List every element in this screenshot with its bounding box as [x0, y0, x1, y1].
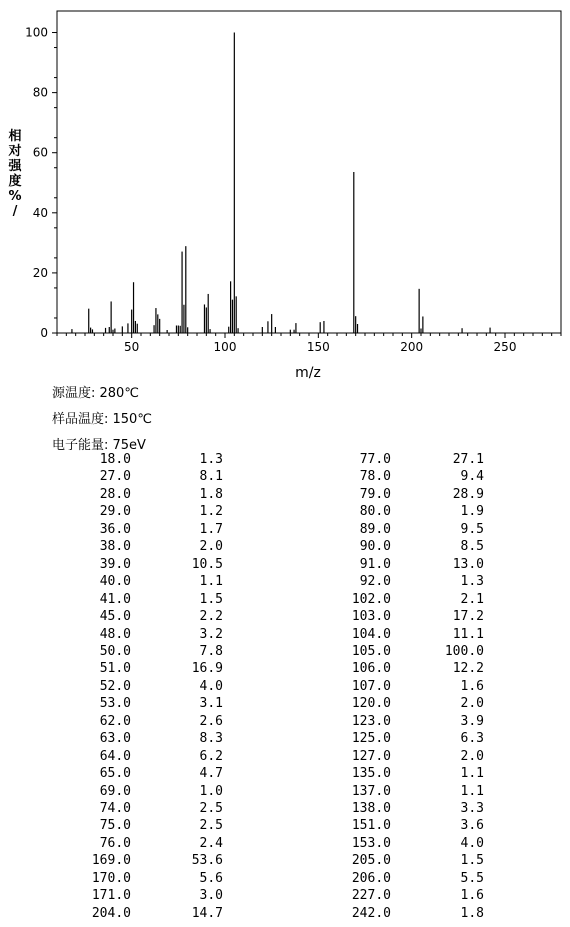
intensity-value: 8.3 — [199, 731, 223, 747]
right-table-row — [0, 574, 570, 592]
x-tick-label: 200 — [400, 340, 424, 354]
right-table-row — [0, 714, 570, 732]
intensity-value: 3.1 — [199, 696, 223, 712]
right-table-row — [0, 504, 570, 522]
intensity-value: 7.8 — [199, 643, 223, 659]
right-table-row — [0, 592, 570, 610]
mz-value: 204.0 — [91, 905, 131, 921]
right-table-row — [0, 871, 570, 889]
mz-value: 45.0 — [99, 609, 131, 625]
y-tick-label: 40 — [32, 205, 48, 220]
mz-value: 205.0 — [351, 853, 391, 869]
intensity-value: 10.5 — [191, 556, 223, 572]
electron-energy: 电子能量: 75eV — [52, 438, 146, 453]
intensity-value: 5.6 — [199, 870, 223, 886]
right-table-row — [0, 801, 570, 819]
intensity-value: 14.7 — [191, 905, 223, 921]
intensity-value: 4.0 — [460, 835, 484, 851]
mz-value: 170.0 — [91, 870, 131, 886]
mz-value: 123.0 — [351, 713, 391, 729]
intensity-value: 11.1 — [452, 626, 484, 642]
intensity-value: 3.0 — [199, 888, 223, 904]
mz-value: 227.0 — [351, 888, 391, 904]
intensity-value: 4.0 — [199, 678, 223, 694]
x-tick-label: 100 — [213, 340, 237, 354]
mz-value: 105.0 — [351, 643, 391, 659]
intensity-value: 1.5 — [460, 853, 484, 869]
intensity-value: 1.6 — [460, 888, 484, 904]
mz-value: 64.0 — [99, 748, 131, 764]
y-tick-label: 80 — [32, 85, 48, 100]
mz-value: 135.0 — [351, 766, 391, 782]
right-table-row — [0, 696, 570, 714]
mz-value: 242.0 — [351, 905, 391, 921]
right-table-row — [0, 539, 570, 557]
right-table-row — [0, 888, 570, 906]
mz-value: 80.0 — [359, 504, 391, 520]
mz-value: 77.0 — [359, 452, 391, 467]
intensity-value: 28.9 — [452, 486, 484, 502]
intensity-value: 3.2 — [199, 626, 223, 642]
mz-value: 48.0 — [99, 626, 131, 642]
x-tick-label: 250 — [493, 340, 517, 354]
intensity-value: 2.1 — [460, 591, 484, 607]
mz-value: 63.0 — [99, 731, 131, 747]
mz-value: 50.0 — [99, 643, 131, 659]
intensity-value: 1.1 — [460, 783, 484, 799]
right-table-row — [0, 784, 570, 802]
intensity-value: 1.3 — [199, 452, 223, 467]
mz-value: 171.0 — [91, 888, 131, 904]
intensity-value: 6.2 — [199, 748, 223, 764]
right-table-row — [0, 522, 570, 540]
right-table-row — [0, 853, 570, 871]
intensity-value: 9.5 — [460, 521, 484, 537]
mz-value: 76.0 — [99, 835, 131, 851]
mz-value: 28.0 — [99, 486, 131, 502]
intensity-value: 1.2 — [199, 504, 223, 520]
right-table-row — [0, 906, 570, 924]
mz-value: 78.0 — [359, 469, 391, 485]
intensity-value: 8.5 — [460, 539, 484, 555]
mz-value: 92.0 — [359, 574, 391, 590]
mz-value: 106.0 — [351, 661, 391, 677]
mz-value: 36.0 — [99, 521, 131, 537]
x-tick-label: 50 — [124, 340, 140, 354]
mz-value: 102.0 — [351, 591, 391, 607]
intensity-value: 4.7 — [199, 766, 223, 782]
intensity-value: 3.9 — [460, 713, 484, 729]
mz-value: 206.0 — [351, 870, 391, 886]
intensity-value: 16.9 — [191, 661, 223, 677]
mz-value: 51.0 — [99, 661, 131, 677]
mass-spectrum-chart — [0, 0, 570, 385]
intensity-value: 2.0 — [199, 539, 223, 555]
mz-value: 90.0 — [359, 539, 391, 555]
chart-ticks — [25, 26, 561, 354]
mz-value: 151.0 — [351, 818, 391, 834]
source-temperature: 源温度: 280℃ — [52, 386, 139, 401]
right-table-row — [0, 731, 570, 749]
mz-value: 125.0 — [351, 731, 391, 747]
intensity-value: 2.2 — [199, 609, 223, 625]
intensity-value: 2.4 — [199, 835, 223, 851]
intensity-value: 1.1 — [199, 574, 223, 590]
intensity-value: 8.1 — [199, 469, 223, 485]
intensity-value: 1.7 — [199, 521, 223, 537]
mz-value: 127.0 — [351, 748, 391, 764]
intensity-value: 2.5 — [199, 801, 223, 816]
right-table-row — [0, 818, 570, 836]
intensity-value: 1.9 — [460, 504, 484, 520]
intensity-value: 17.2 — [452, 609, 484, 625]
y-tick-label: 100 — [25, 25, 48, 40]
mz-value: 74.0 — [99, 801, 131, 816]
mz-value: 120.0 — [351, 696, 391, 712]
mz-value: 18.0 — [99, 452, 131, 467]
mz-value: 137.0 — [351, 783, 391, 799]
right-table-row — [0, 469, 570, 487]
mz-value: 38.0 — [99, 539, 131, 555]
intensity-value: 2.5 — [199, 818, 223, 834]
y-axis-label — [7, 128, 22, 219]
intensity-value: 5.5 — [460, 870, 484, 886]
mz-value: 69.0 — [99, 783, 131, 799]
x-axis-label: m/z — [295, 365, 321, 381]
y-tick-label: 0 — [40, 326, 48, 340]
mz-value: 91.0 — [359, 556, 391, 572]
x-tick-label: 150 — [306, 340, 330, 354]
y-tick-label: 20 — [32, 265, 48, 280]
right-table-row — [0, 749, 570, 767]
intensity-value: 1.5 — [199, 591, 223, 607]
right-table-row — [0, 627, 570, 645]
intensity-value: 6.3 — [460, 731, 484, 747]
right-table-row — [0, 557, 570, 575]
intensity-value: 2.6 — [199, 713, 223, 729]
mz-value: 153.0 — [351, 835, 391, 851]
mz-value: 65.0 — [99, 766, 131, 782]
intensity-value: 53.6 — [191, 853, 223, 869]
mz-value: 169.0 — [91, 853, 131, 869]
intensity-value: 2.0 — [460, 696, 484, 712]
intensity-value: 3.3 — [460, 801, 484, 816]
mz-value: 39.0 — [99, 556, 131, 572]
intensity-value: 1.8 — [199, 486, 223, 502]
right-table-row — [0, 836, 570, 854]
mz-value: 29.0 — [99, 504, 131, 520]
sample-temperature: 样品温度: 150℃ — [52, 412, 152, 427]
intensity-value: 3.6 — [460, 818, 484, 834]
chart-axes — [57, 11, 561, 333]
mz-value: 27.0 — [99, 469, 131, 485]
intensity-value: 1.8 — [460, 905, 484, 921]
mz-value: 40.0 — [99, 574, 131, 590]
chart-bars — [72, 33, 490, 333]
mz-value: 79.0 — [359, 486, 391, 502]
mz-value: 89.0 — [359, 521, 391, 537]
intensity-value: 1.6 — [460, 678, 484, 694]
right-table-row — [0, 679, 570, 697]
mz-value: 52.0 — [99, 678, 131, 694]
right-table-row — [0, 661, 570, 679]
mz-value: 107.0 — [351, 678, 391, 694]
svg-text:相对强度%/: 相对强度% / — [8, 129, 22, 219]
right-table-row — [0, 644, 570, 662]
intensity-value: 9.4 — [460, 469, 484, 485]
intensity-value: 1.1 — [460, 766, 484, 782]
intensity-value: 12.2 — [452, 661, 484, 677]
intensity-value: 1.0 — [199, 783, 223, 799]
right-table-row — [0, 487, 570, 505]
right-table-row — [0, 452, 570, 470]
mz-value: 103.0 — [351, 609, 391, 625]
right-table-row — [0, 766, 570, 784]
mz-value: 138.0 — [351, 801, 391, 816]
mz-value: 53.0 — [99, 696, 131, 712]
right-table-row — [0, 609, 570, 627]
intensity-value: 2.0 — [460, 748, 484, 764]
intensity-value: 13.0 — [452, 556, 484, 572]
mz-value: 62.0 — [99, 713, 131, 729]
plot-frame — [57, 11, 561, 333]
intensity-value: 100.0 — [444, 643, 484, 659]
y-tick-label: 60 — [32, 145, 48, 160]
mz-value: 104.0 — [351, 626, 391, 642]
intensity-value: 27.1 — [452, 452, 484, 467]
mz-value: 75.0 — [99, 818, 131, 834]
mz-value: 41.0 — [99, 591, 131, 607]
intensity-value: 1.3 — [460, 574, 484, 590]
